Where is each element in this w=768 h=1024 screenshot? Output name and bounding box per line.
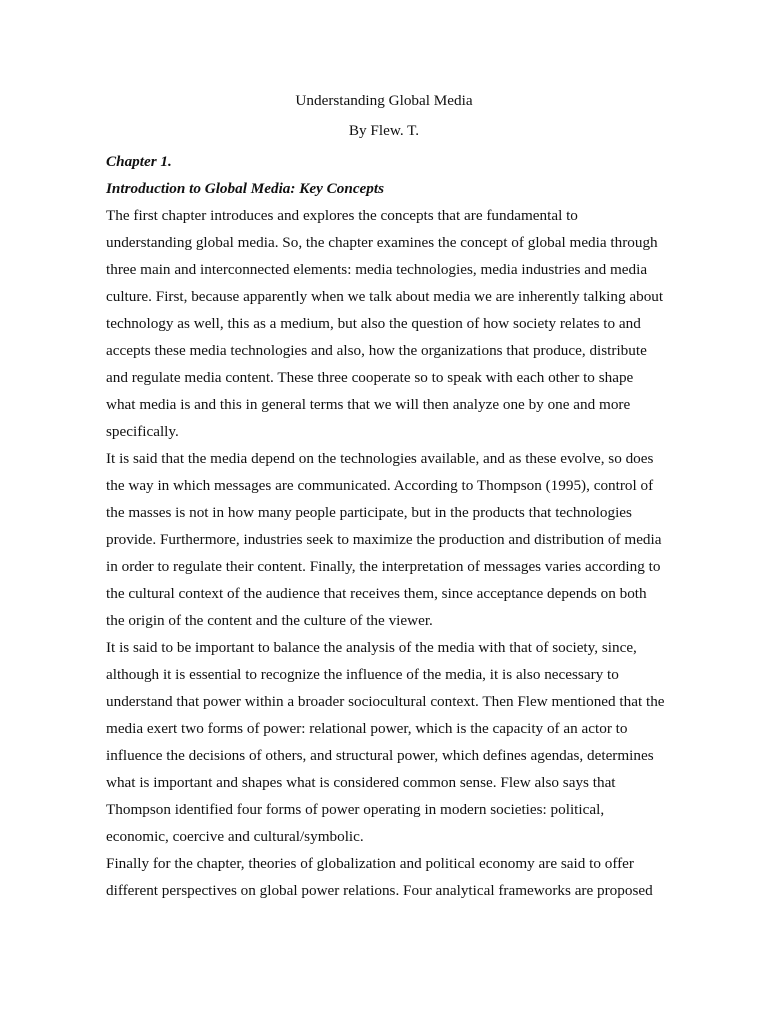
paragraph-line: Finally for the chapter, theories of globalization and political economy are said to offer: [106, 855, 634, 872]
paragraph-line: accepts these media technologies and also, how the organizations that produce, distribute: [106, 342, 647, 359]
paragraph-line: the way in which messages are communicated. According to Thompson (1995), control of: [106, 477, 654, 494]
paragraph-line: understand that power within a broader sociocultural context. Then Flew mentioned that the: [106, 693, 665, 710]
document-body: [106, 148, 666, 904]
paragraph-line: although it is essential to recognize the influence of the media, it is also necessary to: [106, 666, 619, 683]
paragraph-line: provide. Furthermore, industries seek to maximize the production and distribution of media: [106, 531, 662, 548]
paragraph-line: the origin of the content and the culture of the viewer.: [106, 612, 433, 629]
paragraph-line: influence the decisions of others, and structural power, which defines agendas, determines: [106, 747, 654, 764]
paragraph-line: and regulate media content. These three cooperate so to speak with each other to shape: [106, 369, 634, 386]
paragraph-line: understanding global media. So, the chapter examines the concept of global media through: [106, 234, 658, 251]
paragraph-line: Thompson identified four forms of power operating in modern societies: political,: [106, 801, 605, 818]
chapter-title: Introduction to Global Media: Key Concepts: [106, 180, 385, 197]
paragraph-line: the masses is not in how many people participate, but in the products that technologies: [106, 504, 632, 521]
body-paragraph: [106, 445, 666, 634]
paragraph-line: three main and interconnected elements: media technologies, media industries and media: [106, 261, 648, 278]
paragraph-line: the cultural context of the audience that receives them, since acceptance depends on both: [106, 585, 647, 602]
paragraph-line: in order to regulate their content. Finally, the interpretation of messages varies according to: [106, 558, 661, 575]
paragraph-line: It is said to be important to balance the analysis of the media with that of society, since,: [106, 639, 637, 656]
paragraph-line: technology as well, this as a medium, but also the question of how society relates to and: [106, 315, 641, 332]
paragraph-line: The first chapter introduces and explores the concepts that are fundamental to: [106, 207, 578, 224]
paragraph-line: specifically.: [106, 423, 179, 440]
paragraph-line: culture. First, because apparently when we talk about media we are inherently talking about: [106, 288, 664, 305]
chapter-number: Chapter 1.: [106, 153, 172, 170]
paragraph-line: what media is and this in general terms that we will then analyze one by one and more: [106, 396, 631, 413]
paragraph-line: media exert two forms of power: relational power, which is the capacity of an actor to: [106, 720, 628, 737]
paragraph-line: different perspectives on global power relations. Four analytical frameworks are proposed: [106, 882, 653, 899]
body-paragraph: [106, 634, 666, 850]
paragraph-line: economic, coercive and cultural/symbolic.: [106, 828, 364, 845]
document-author: By Flew. T.: [348, 122, 420, 139]
paragraph-list: [106, 202, 666, 904]
document-title: Understanding Global Media: [295, 92, 473, 109]
body-paragraph: [106, 850, 666, 904]
paragraph-line: what is important and shapes what is considered common sense. Flew also says that: [106, 774, 616, 791]
paragraph-line: It is said that the media depend on the technologies available, and as these evolve, so does: [106, 450, 654, 467]
body-paragraph: [106, 202, 666, 445]
